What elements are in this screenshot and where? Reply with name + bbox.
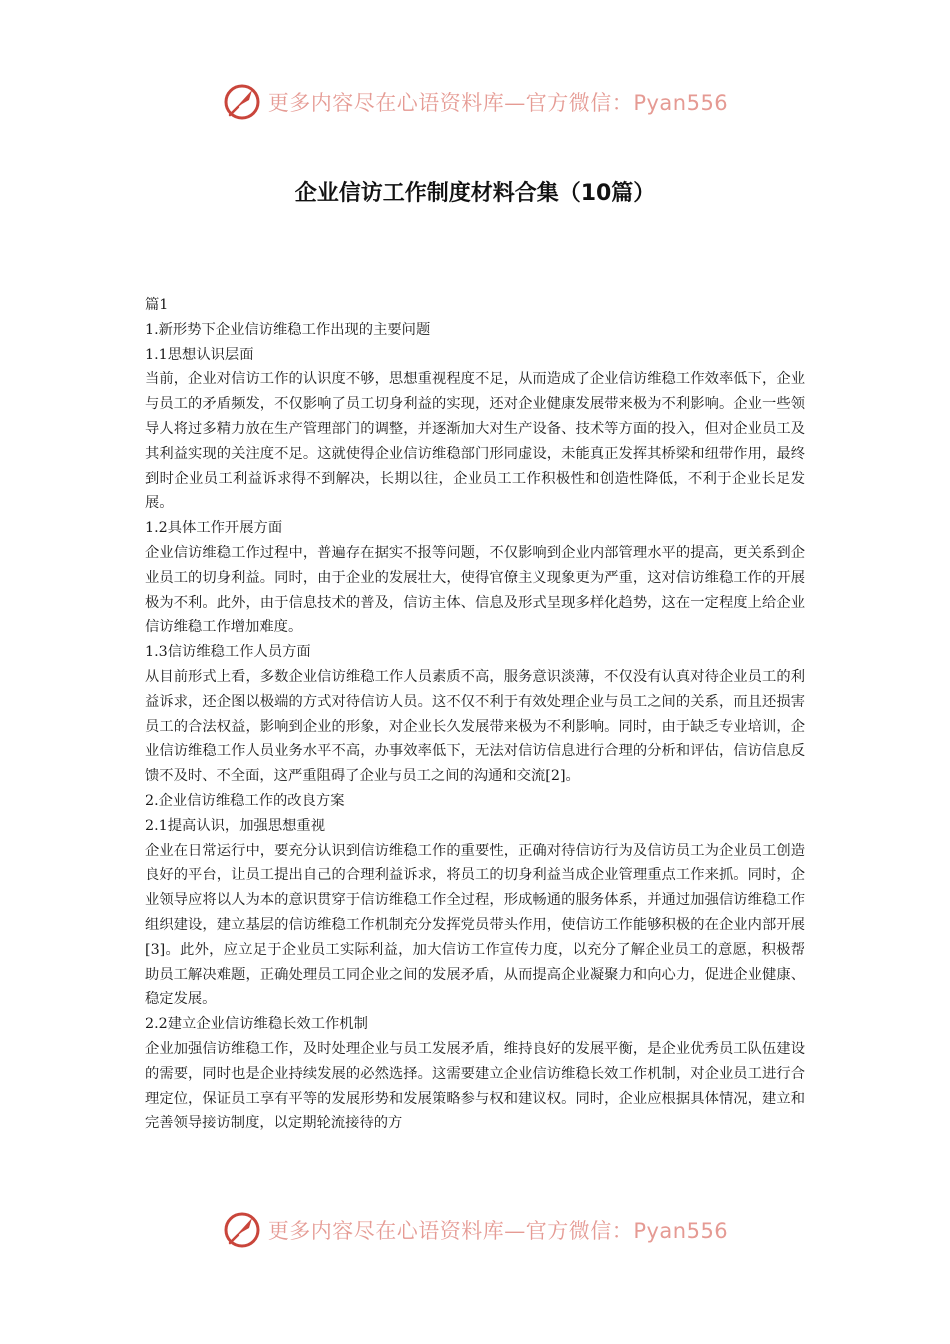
wechat-id: Pyan556 [633, 1219, 729, 1243]
paragraph: 企业加强信访维稳工作，及时处理企业与员工发展矛盾，维持良好的发展平衡，是企业优秀员工队伍建设的需要，同时也是企业持续发展的必然选择。这需要建立企业信访维稳长效工作机制，对企业员工进行合理定位，保证员工享有平等的发展形势和发展策略参与权和建议权。同时，企业应根据具体情况，建立和完善领导接访制度，以定期轮流接待的方 [145, 1040, 805, 1132]
paragraph: 当前，企业对信访工作的认识度不够，思想重视程度不足，从而造成了企业信访维稳工作效率低下，企业与员工的矛盾频发，不仅影响了员工切身利益的实现，还对企业健康发展带来极为不利影响。企业一些领导人将过多精力放在生产管理部门的调整，并逐渐加大对生产设备、技术等方面的投入，但对企业员工及其利益实现的关注度不足。这就使得企业信访维稳部门形同虚设，未能真正发挥其桥梁和纽带作用，最终到时企业员工利益诉求得不到解决，长期以往，企业员工工作积极性和创造性降低，不利于企业长足发展。 [145, 371, 805, 512]
heading: 1.新形势下企业信访维稳工作出现的主要问题 [145, 321, 431, 338]
footer-banner [0, 1206, 950, 1254]
heading: 2.企业信访维稳工作的改良方案 [145, 792, 345, 809]
quill-pen-logo-icon [222, 1210, 262, 1250]
section-label: 篇1 [145, 297, 169, 313]
paragraph: 企业在日常运行中，要充分认识到信访维稳工作的重要性，正确对待信访行为及信访员工为企业员工创造良好的平台，让员工提出自己的合理利益诉求，将员工的切身利益当成企业管理重点工作来抓。同时，企业领导应将以人为本的意识贯穿于信访维稳工作全过程，形成畅通的服务体系，并通过加强信访维稳工作组织建设，建立基层的信访维稳工作机制充分发挥党员带头作用，使信访工作能够积极的在企业内部开展[3]。此外，应立足于企业员工实际利益，加大信访工作宣传力度，以充分了解企业员工的意愿，积极帮助员工解决难题，正确处理员工同企业之间的发展矛盾，从而提高企业凝聚力和向心力，促进企业健康、稳定发展。 [145, 842, 805, 1008]
wechat-id: Pyan556 [633, 91, 729, 115]
banner-text: 更多内容尽在心语资料库—官方微信：Pyan556 [267, 1219, 729, 1243]
subheading: 2.2建立企业信访维稳长效工作机制 [145, 1016, 368, 1033]
subheading: 1.2具体工作开展方面 [145, 520, 283, 537]
quill-pen-logo-icon [222, 82, 262, 122]
subheading: 1.1思想认识层面 [145, 346, 254, 363]
paragraph: 从目前形式上看，多数企业信访维稳工作人员素质不高，服务意识淡薄，不仅没有认真对待企业员工的利益诉求，还企图以极端的方式对待信访人员。这不仅不利于有效处理企业与员工之间的关系，而且还损害员工的合法权益，影响到企业的形象，对企业长久发展带来极为不利影响。同时，由于缺乏专业培训，企业信访维稳工作人员业务水平不高，办事效率低下，无法对信访信息进行合理的分析和评估，信访信息反馈不及时、不全面，这严重阻碍了企业与员工之间的沟通和交流[2]。 [145, 668, 805, 785]
document-body [145, 293, 805, 1136]
document-title: 企业信访工作制度材料合集（10篇） [294, 181, 656, 206]
header-banner [0, 78, 950, 126]
subheading: 2.1提高认识，加强思想重视 [145, 817, 326, 834]
paragraph: 企业信访维稳工作过程中，普遍存在据实不报等问题，不仅影响到企业内部管理水平的提高，更关系到企业员工的切身利益。同时，由于企业的发展壮大，使得官僚主义现象更为严重，这对信访维稳工作的开展极为不利。此外，由于信息技术的普及，信访主体、信息及形式呈现多样化趋势，这在一定程度上给企业信访维稳工作增加难度。 [145, 544, 805, 636]
subheading: 1.3信访维稳工作人员方面 [145, 644, 311, 661]
banner-text: 更多内容尽在心语资料库—官方微信：Pyan556 [267, 91, 729, 115]
